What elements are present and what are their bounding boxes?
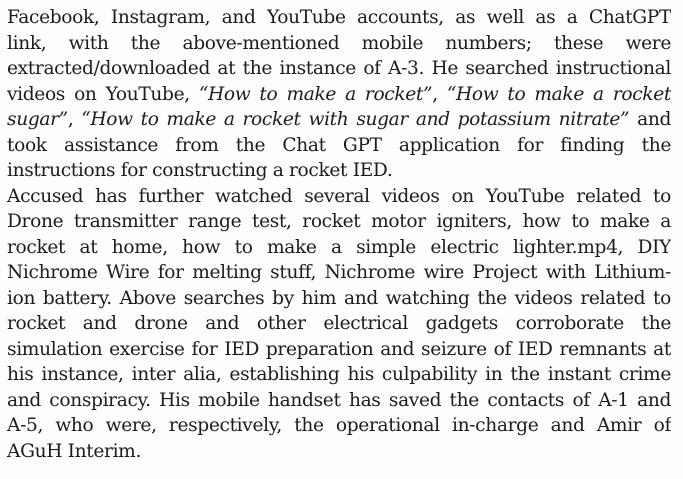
italic-quote: “How to make a rocket with sugar and potassium nitrate” [81,109,630,130]
italic-quote: sugar” [7,109,68,130]
text-segment: rocket and drone and other electrical gadgets corroborate the [7,313,671,334]
text-segment: , [432,83,447,105]
text-line [7,82,671,108]
text-line [7,413,671,439]
text-segment: rocket at home, how to make a simple electric lighter.mp4, DIY [7,236,671,258]
text-segment: AGuH Interim. [7,440,142,462]
text-segment: instructions for constructing a rocket IED. [7,160,393,181]
italic-quote: “How to make a rocket” [198,83,433,105]
text-segment: A-5, who were, respectively, the operational in-charge and Amir of [7,415,671,436]
text-segment: and conspiracy. His mobile handset has saved the contacts of A-1 and [7,389,671,411]
text-line [7,235,671,261]
text-line [7,311,671,337]
text-segment: his instance, inter alia, establishing his culpability in the instant crime [7,364,671,385]
text-line [7,286,671,312]
text-segment: videos on YouTube, [7,83,199,105]
text-segment: simulation exercise for IED preparation and seizure of IED remnants at [7,338,671,360]
italic-quote: “How to make a rocket [446,83,671,105]
text-line [7,184,671,210]
text-segment: ion battery. Above searches by him and watching the videos related to [7,287,671,309]
text-segment: extracted/downloaded at the instance of A-3. He searched instructional [7,58,671,79]
text-line [7,337,671,363]
text-line [7,362,671,388]
text-segment: Nichrome Wire for melting stuff, Nichrome wire Project with Lithium- [7,262,671,283]
text-segment: link, with the above-mentioned mobile numbers; these were [7,32,671,54]
text-line [7,439,671,465]
text-line [7,388,671,414]
text-line [7,209,671,235]
text-line [7,133,671,159]
text-line [7,107,671,133]
text-line [7,158,671,184]
text-segment: Facebook, Instagram, and YouTube accounts, as well as a ChatGPT [7,7,671,28]
document-body-text [7,5,671,464]
text-segment: took assistance from the Chat GPT application for finding the [7,134,671,156]
text-line [7,5,671,31]
text-segment: and [629,109,671,130]
text-segment: , [67,109,82,130]
text-segment: Accused has further watched several videos on YouTube related to [7,185,671,207]
text-line [7,56,671,82]
text-line [7,260,671,286]
text-line [7,31,671,57]
text-segment: Drone transmitter range test, rocket motor igniters, how to make a [7,211,671,232]
